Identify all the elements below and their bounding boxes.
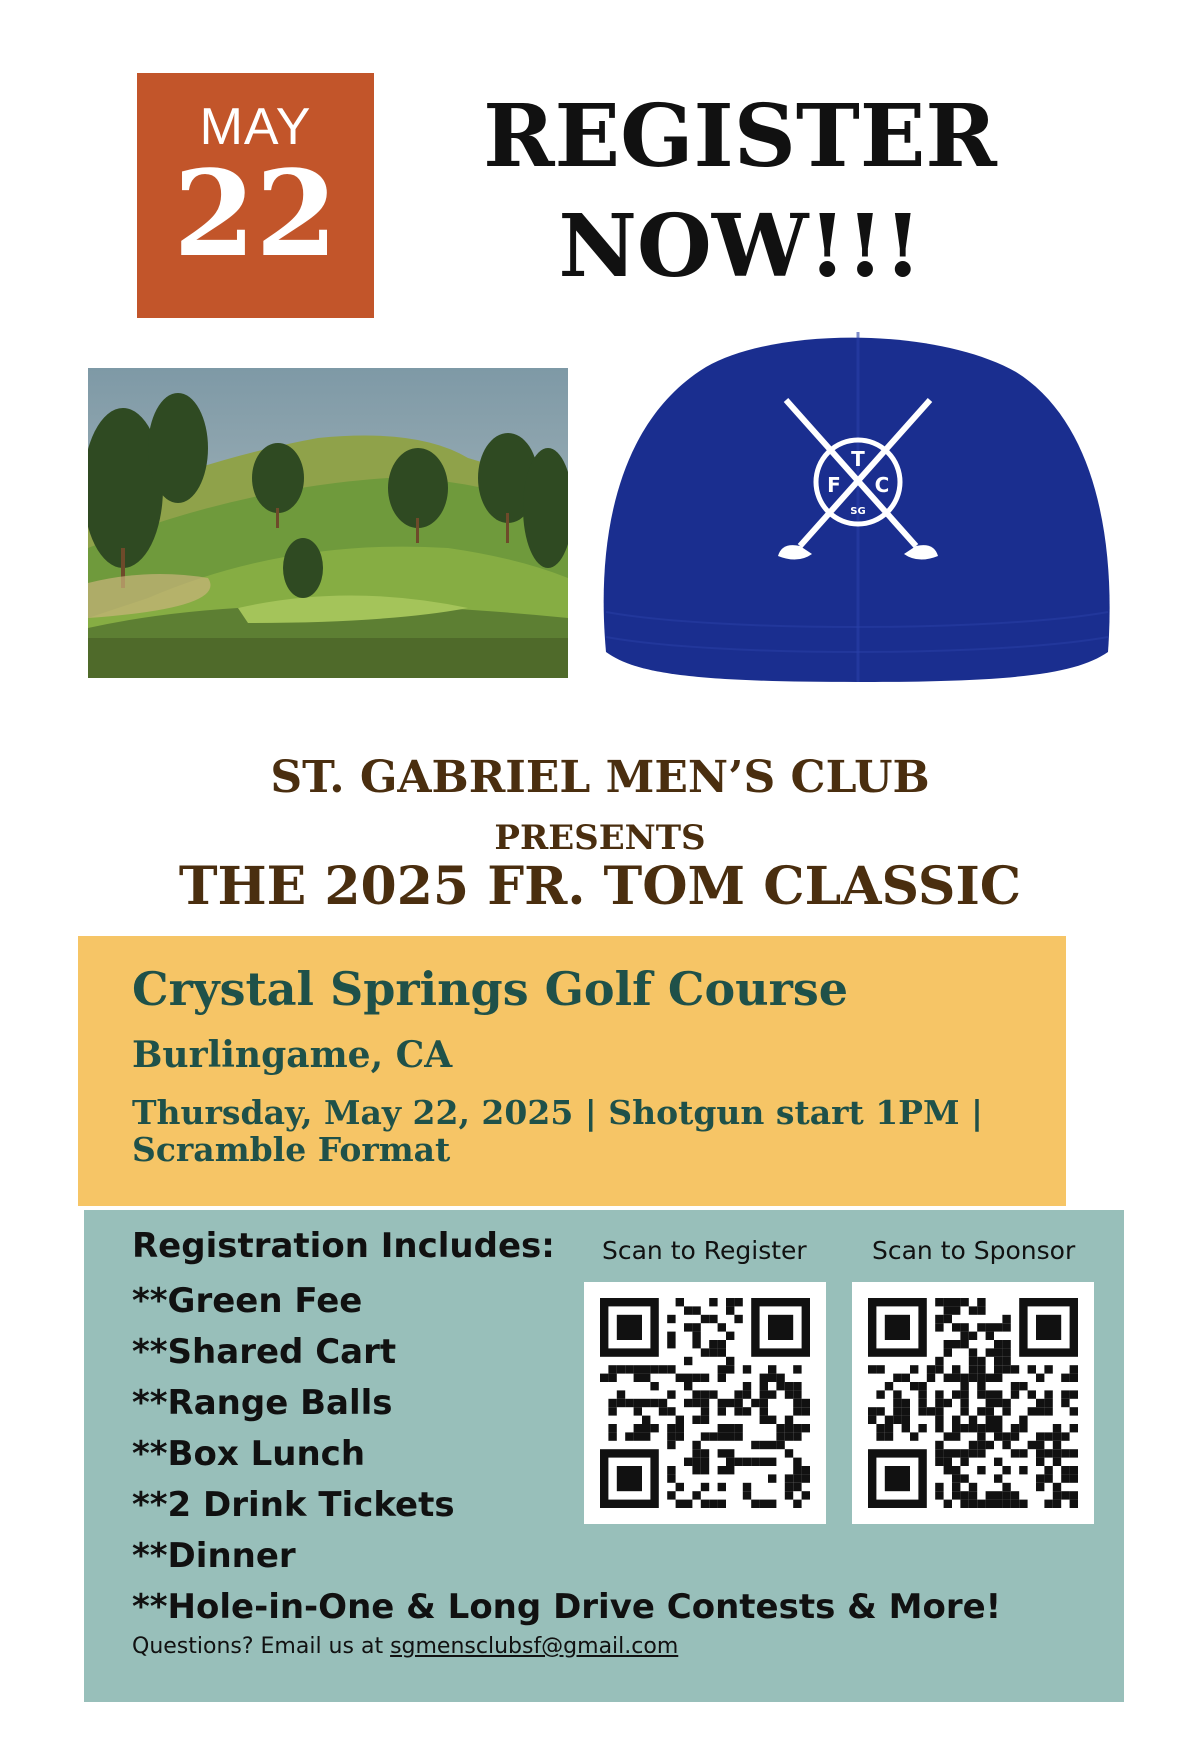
scan-to-sponsor-label: Scan to Sponsor <box>872 1236 1076 1265</box>
list-item: **Green Fee <box>132 1281 363 1321</box>
contact-email-link[interactable]: sgmensclubsf@gmail.com <box>390 1634 679 1659</box>
club-name: ST. GABRIEL MEN’S CLUB <box>270 752 930 803</box>
list-item: **Dinner <box>132 1536 296 1576</box>
list-item: **Box Lunch <box>132 1434 366 1474</box>
sponsor-qr-icon <box>868 1298 1078 1508</box>
venue-name: Crystal Springs Golf Course <box>132 962 849 1016</box>
cap-logo-letter-top: T <box>851 447 865 471</box>
questions-line <box>132 1634 678 1659</box>
date-day: 22 <box>173 144 338 283</box>
list-item: **Shared Cart <box>132 1332 397 1372</box>
event-name: THE 2025 FR. TOM CLASSIC <box>178 856 1022 917</box>
golf-course-illustration <box>88 368 568 678</box>
register-headline-line1: REGISTER <box>483 86 997 187</box>
presents-text: PRESENTS <box>494 818 706 858</box>
golf-course-photo <box>88 368 568 678</box>
venue-city: Burlingame, CA <box>132 1034 453 1076</box>
event-details: Thursday, May 22, 2025 | Shotgun start 1PM | Scramble Format <box>132 1093 984 1169</box>
scan-to-register-label: Scan to Register <box>602 1236 807 1265</box>
registration-heading: Registration Includes: <box>132 1226 555 1266</box>
list-item: **2 Drink Tickets <box>132 1485 455 1525</box>
questions-prefix: Questions? Email us at <box>132 1634 391 1659</box>
registration-box <box>84 1210 1124 1702</box>
cap-logo-letter-bottom: SG <box>850 506 866 517</box>
register-headline <box>400 82 1080 302</box>
venue-info-box <box>78 936 1066 1206</box>
date-month: MAY <box>199 98 312 156</box>
cap-logo-letter-right: C <box>874 473 890 497</box>
golf-cap-photo <box>596 312 1120 692</box>
list-item: **Range Balls <box>132 1383 393 1423</box>
date-badge <box>137 73 374 318</box>
golf-cap-illustration <box>596 312 1120 692</box>
cap-logo-letter-left: F <box>827 473 841 497</box>
sponsor-qr-code[interactable] <box>852 1282 1094 1524</box>
list-item: **Hole-in-One & Long Drive Contests & More! <box>132 1587 1002 1627</box>
register-qr-code[interactable] <box>584 1282 826 1524</box>
register-headline-line2: NOW!!! <box>558 196 922 297</box>
register-qr-icon <box>600 1298 810 1508</box>
